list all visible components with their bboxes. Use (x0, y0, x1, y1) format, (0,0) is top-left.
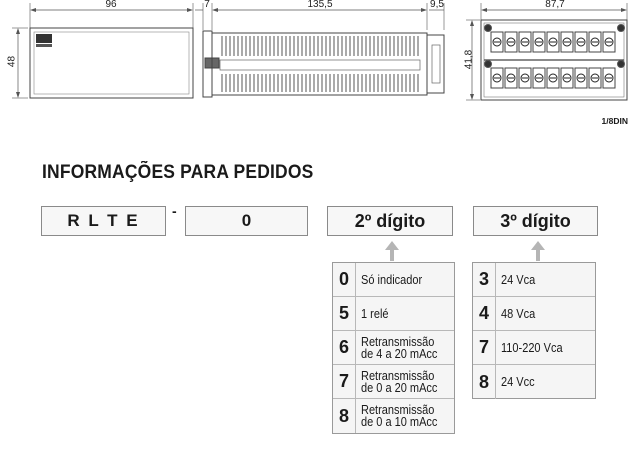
digit2-option-row (333, 365, 454, 399)
option-description: Retransmissão de 0 a 20 mAcc (361, 368, 438, 395)
dim-side-bezel: 7 (204, 0, 210, 10)
digit3-option-row (473, 263, 595, 297)
option-code: 7 (473, 331, 496, 364)
din-size-label: 1/8DIN (601, 116, 628, 126)
digit2-options-table (332, 262, 455, 434)
digit3-option-row (473, 331, 595, 365)
option-description: 110-220 Vca (501, 340, 563, 355)
dim-side-tail: 9,5 (430, 0, 444, 10)
dim-rear-width: 87,7 (545, 0, 565, 10)
digit3-arrow-icon (530, 240, 546, 262)
digit2-box: 2º dígito (327, 206, 453, 236)
rear-view (463, 3, 627, 100)
option-code: 7 (333, 365, 356, 398)
section-title: INFORMAÇÕES PARA PEDIDOS (42, 162, 314, 183)
option-description: Retransmissão de 0 a 10 mAcc (361, 403, 438, 429)
front-view (12, 3, 193, 98)
option-code: 4 (473, 297, 496, 330)
digit2-option-row (333, 399, 454, 433)
option-description: 48 Vca (501, 306, 536, 321)
option-description: 1 relé (361, 306, 389, 321)
dimension-drawings (0, 0, 640, 115)
dim-side-depth: 135,5 (307, 0, 333, 10)
digit3-options-table (472, 262, 596, 399)
option-description: 24 Vca (501, 272, 536, 287)
model-code-box: R L T E (41, 206, 166, 236)
digit2-option-row (333, 331, 454, 365)
digit3-box: 3º dígito (473, 206, 598, 236)
option-code: 8 (333, 399, 356, 433)
dim-rear-height: 41,8 (463, 49, 475, 70)
option-description: Retransmissão de 4 a 20 mAcc (361, 334, 438, 361)
option-code: 8 (473, 365, 496, 399)
option-code: 0 (333, 263, 356, 296)
option-code: 3 (473, 263, 496, 296)
digit2-option-row (333, 297, 454, 331)
digit2-arrow-icon (384, 240, 400, 262)
drawings-svg (0, 0, 640, 115)
dim-front-width: 96 (105, 0, 117, 10)
side-view (195, 3, 444, 97)
digit1-box: 0 (185, 206, 308, 236)
option-description: 24 Vcc (501, 375, 535, 389)
digit2-option-row (333, 263, 454, 297)
digit3-option-row (473, 297, 595, 331)
option-code: 6 (333, 331, 356, 364)
code-separator: - (172, 203, 177, 219)
option-description: Só indicador (361, 272, 423, 287)
dim-front-height: 48 (6, 55, 18, 68)
option-code: 5 (333, 297, 356, 330)
digit3-option-row (473, 365, 595, 399)
